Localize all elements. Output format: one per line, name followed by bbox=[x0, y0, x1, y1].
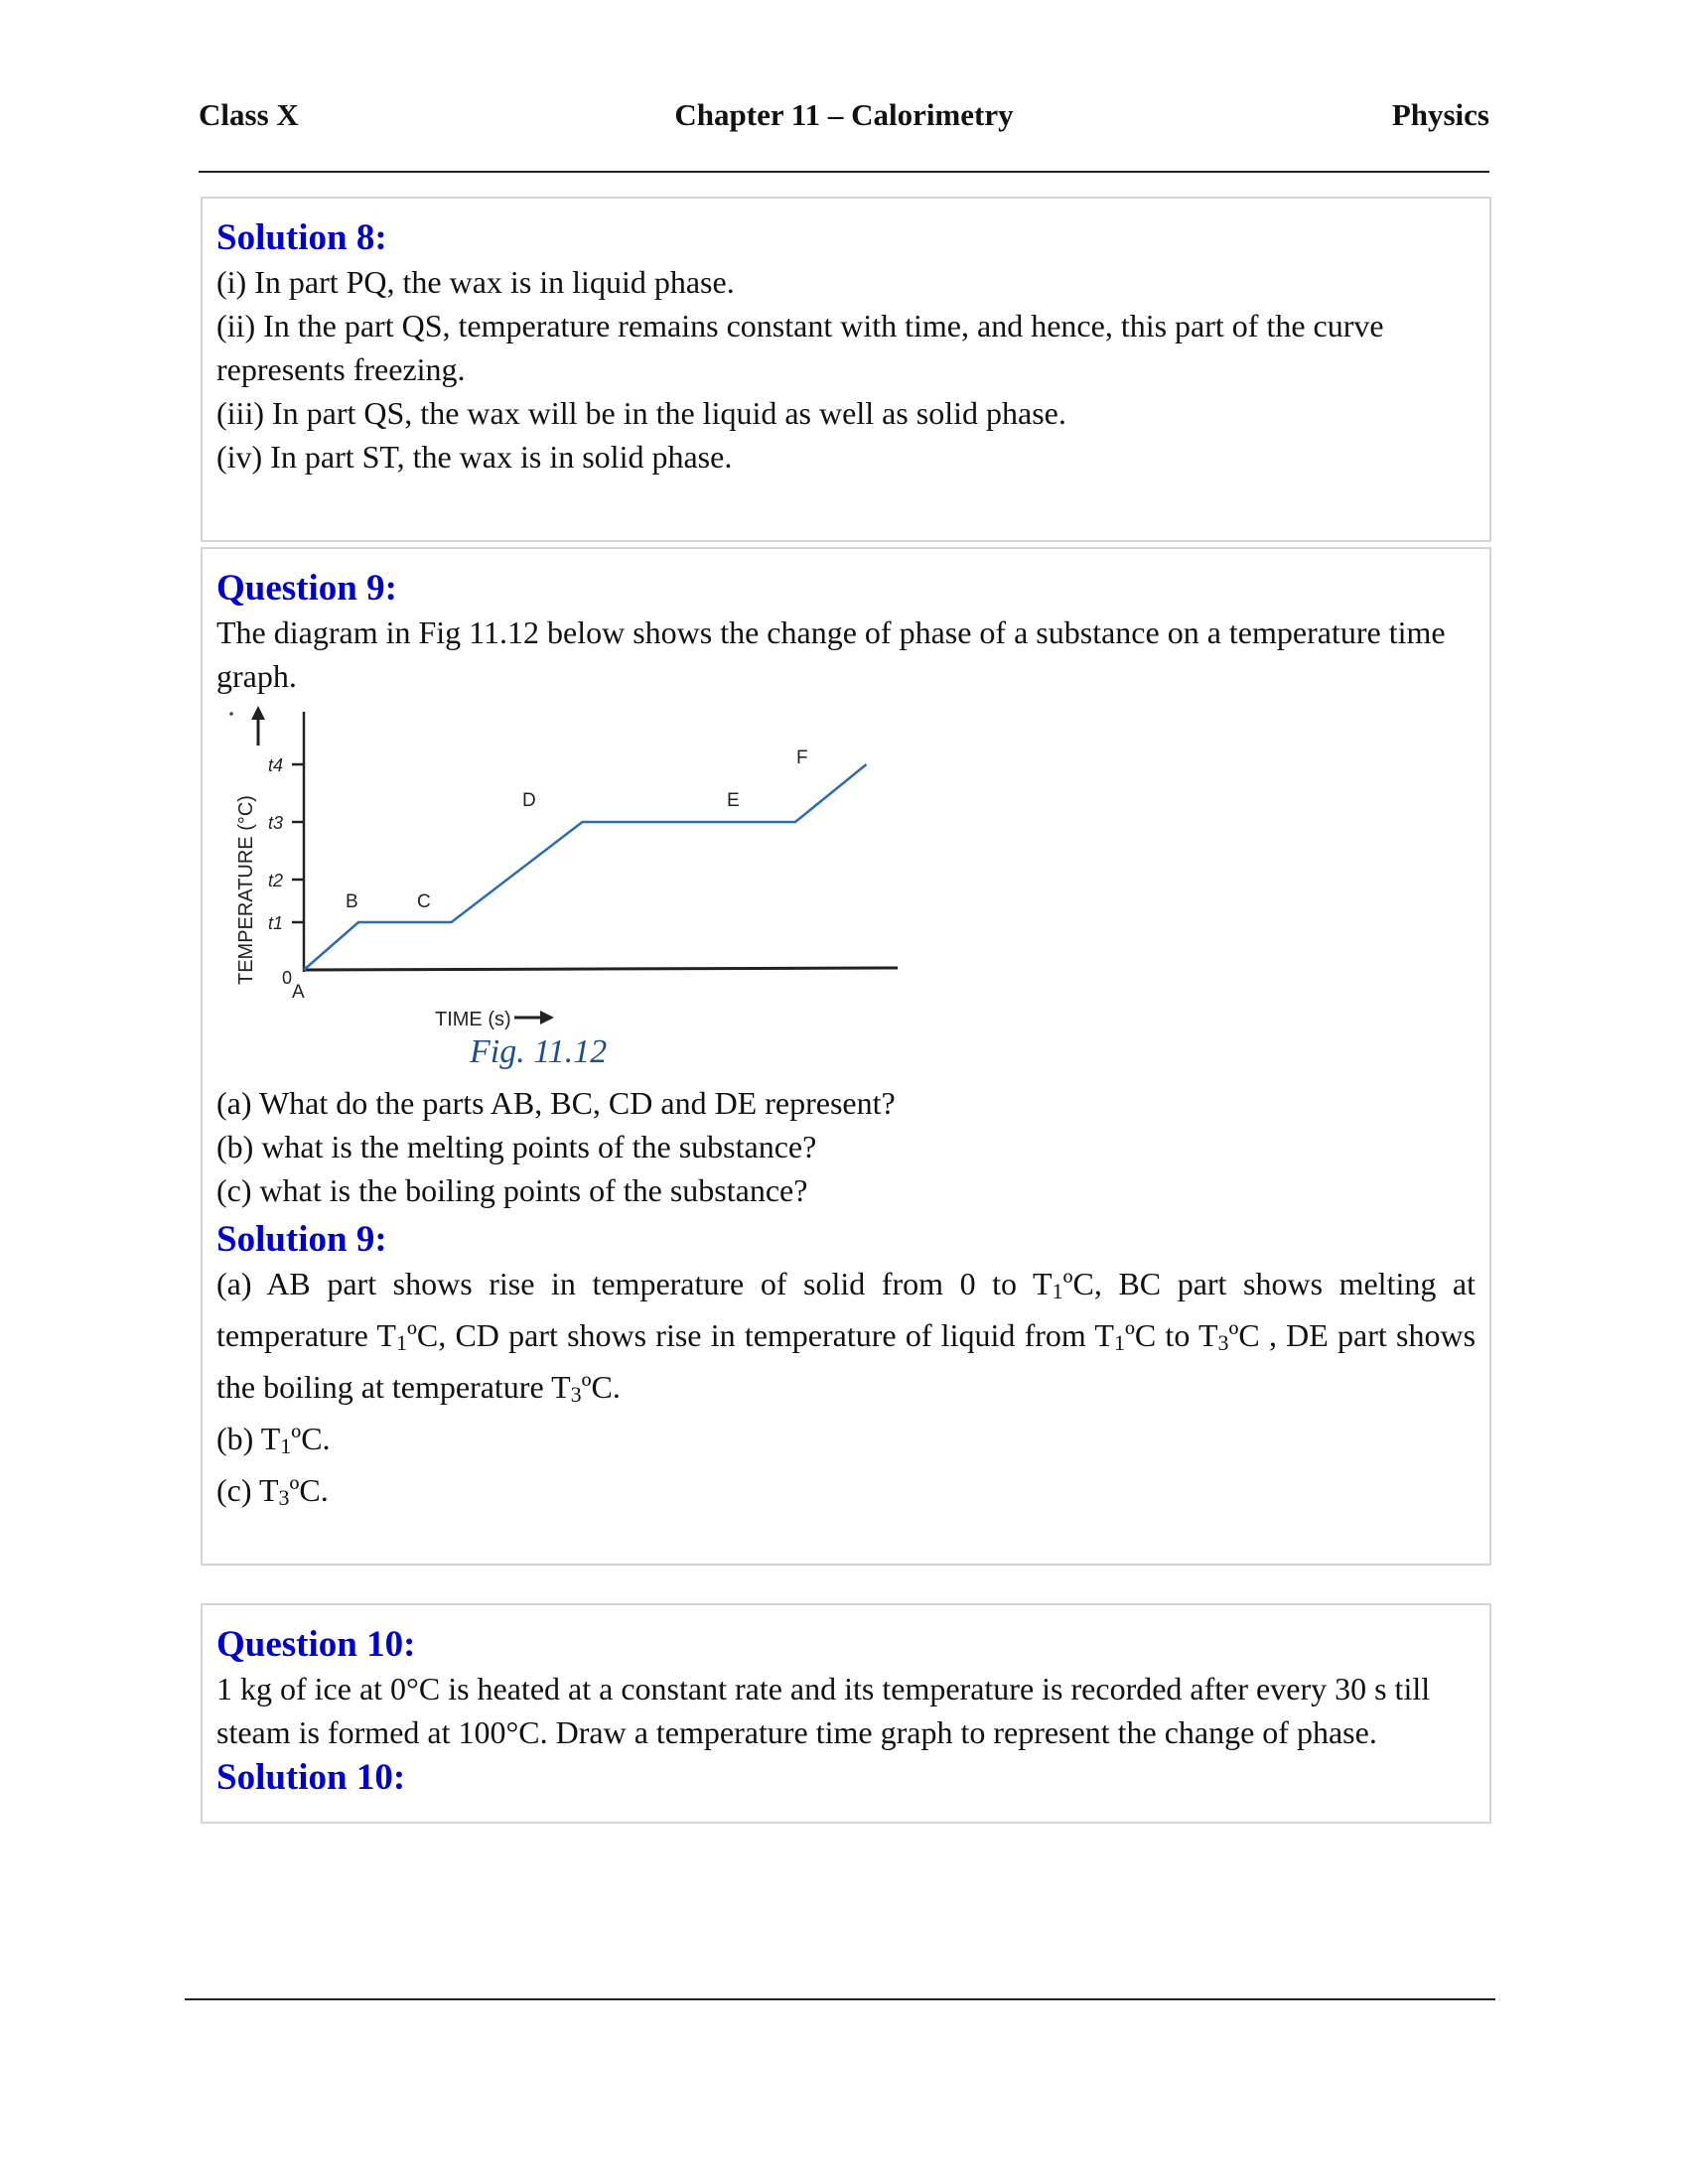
point-label-d: D bbox=[522, 790, 536, 811]
question-10-text: 1 kg of ice at 0°C is heated at a constant rate and its temperature is recorded after every 30 s till bbox=[216, 1671, 1431, 1706]
point-label-e: E bbox=[727, 790, 740, 811]
answer-a-subscript: 3 bbox=[570, 1382, 582, 1407]
origin-label: 0 bbox=[282, 968, 293, 988]
question-9-part: (c) what is the boiling points of the substance? bbox=[216, 1172, 808, 1208]
solution-10-heading: Solution 10: bbox=[216, 1757, 406, 1798]
header-class: Class X bbox=[199, 97, 299, 132]
answer-a-text: ºC, CD part shows rise in temperature of liquid from T bbox=[406, 1317, 1114, 1353]
question-9-box bbox=[201, 547, 1491, 1566]
page-header bbox=[199, 97, 1489, 147]
figure-11-12 bbox=[216, 702, 902, 1081]
y-axis-label: TEMPERATURE (°C) bbox=[235, 795, 257, 985]
solution-8-heading: Solution 8: bbox=[216, 217, 387, 258]
answer-a-text: ºC to T bbox=[1124, 1317, 1218, 1353]
answer-b-subscript: 1 bbox=[280, 1433, 292, 1458]
answer-a-text: (a) AB part shows rise in temperature of solid from 0 to T bbox=[216, 1266, 1053, 1301]
point-label-a: A bbox=[292, 982, 305, 1003]
answer-a-text: ºC. bbox=[581, 1369, 621, 1405]
answer-c-text: ºC. bbox=[289, 1472, 329, 1508]
y-tick-label-t4: t4 bbox=[268, 755, 284, 775]
answer-b-text: (b) T bbox=[216, 1421, 281, 1456]
figure-caption: Fig. 11.12 bbox=[470, 1033, 608, 1070]
y-arrow-head bbox=[251, 706, 265, 720]
point-label-c: C bbox=[417, 891, 431, 912]
y-tick-label-t2: t2 bbox=[268, 871, 284, 890]
answer-a-text: temperature T bbox=[216, 1317, 396, 1353]
answer-c-subscript: 3 bbox=[278, 1485, 290, 1510]
y-tick-label-t1: t1 bbox=[268, 913, 284, 933]
mark-dot bbox=[229, 712, 233, 716]
question-10-heading: Question 10: bbox=[216, 1624, 416, 1665]
answer-a-subscript: 3 bbox=[1217, 1330, 1229, 1355]
question-9-heading: Question 9: bbox=[216, 568, 397, 609]
header-chapter: Chapter 11 – Calorimetry bbox=[674, 97, 1014, 132]
solution-8-line: (iii) In part QS, the wax will be in the liquid as well as solid phase. bbox=[216, 395, 1066, 431]
x-arrow-head bbox=[540, 1011, 554, 1024]
solution-8-box bbox=[201, 197, 1491, 542]
point-label-b: B bbox=[346, 891, 358, 912]
solution-9-answer-c bbox=[216, 1468, 1476, 1520]
question-10-text: steam is formed at 100°C. Draw a temperature time graph to represent the change of phase. bbox=[216, 1714, 1377, 1750]
solution-9-answer-b bbox=[216, 1417, 1476, 1468]
footer-rule bbox=[185, 1998, 1495, 2000]
solution-8-line: (i) In part PQ, the wax is in liquid phase. bbox=[216, 264, 735, 300]
point-label-f: F bbox=[796, 748, 808, 768]
solution-9-answer-a bbox=[216, 1262, 1476, 1417]
question-10-box bbox=[201, 1603, 1491, 1824]
question-9-intro: graph. bbox=[216, 658, 297, 694]
solution-8-line: (ii) In the part QS, temperature remains constant with time, and hence, this part of the curve bbox=[216, 308, 1384, 343]
solution-8-line: (iv) In part ST, the wax is in solid phase. bbox=[216, 439, 733, 475]
question-9-intro: The diagram in Fig 11.12 below shows the change of phase of a substance on a temperature time bbox=[216, 614, 1446, 650]
solution-8-line: represents freezing. bbox=[216, 351, 466, 387]
question-9-part: (b) what is the melting points of the substance? bbox=[216, 1129, 817, 1164]
answer-a-subscript: 1 bbox=[1052, 1279, 1063, 1303]
header-rule bbox=[199, 171, 1489, 173]
answer-c-text: (c) T bbox=[216, 1472, 279, 1508]
y-tick-label-t3: t3 bbox=[268, 813, 284, 833]
question-9-part: (a) What do the parts AB, BC, CD and DE represent? bbox=[216, 1085, 896, 1121]
solution-9-heading: Solution 9: bbox=[216, 1219, 387, 1260]
answer-a-text: the boiling at temperature T bbox=[216, 1369, 571, 1405]
answer-a-subscript: 1 bbox=[395, 1330, 407, 1355]
x-axis-label: TIME (s) bbox=[435, 1009, 511, 1030]
answer-b-text: ºC. bbox=[291, 1421, 331, 1456]
answer-a-text: ºC , DE part shows bbox=[1228, 1317, 1477, 1353]
phase-curve bbox=[304, 764, 867, 970]
x-axis bbox=[304, 968, 898, 970]
answer-a-text: ºC, BC part shows melting at bbox=[1062, 1266, 1477, 1301]
header-subject: Physics bbox=[1391, 97, 1489, 132]
answer-a-subscript: 1 bbox=[1113, 1330, 1125, 1355]
phase-change-graph bbox=[216, 702, 902, 1039]
